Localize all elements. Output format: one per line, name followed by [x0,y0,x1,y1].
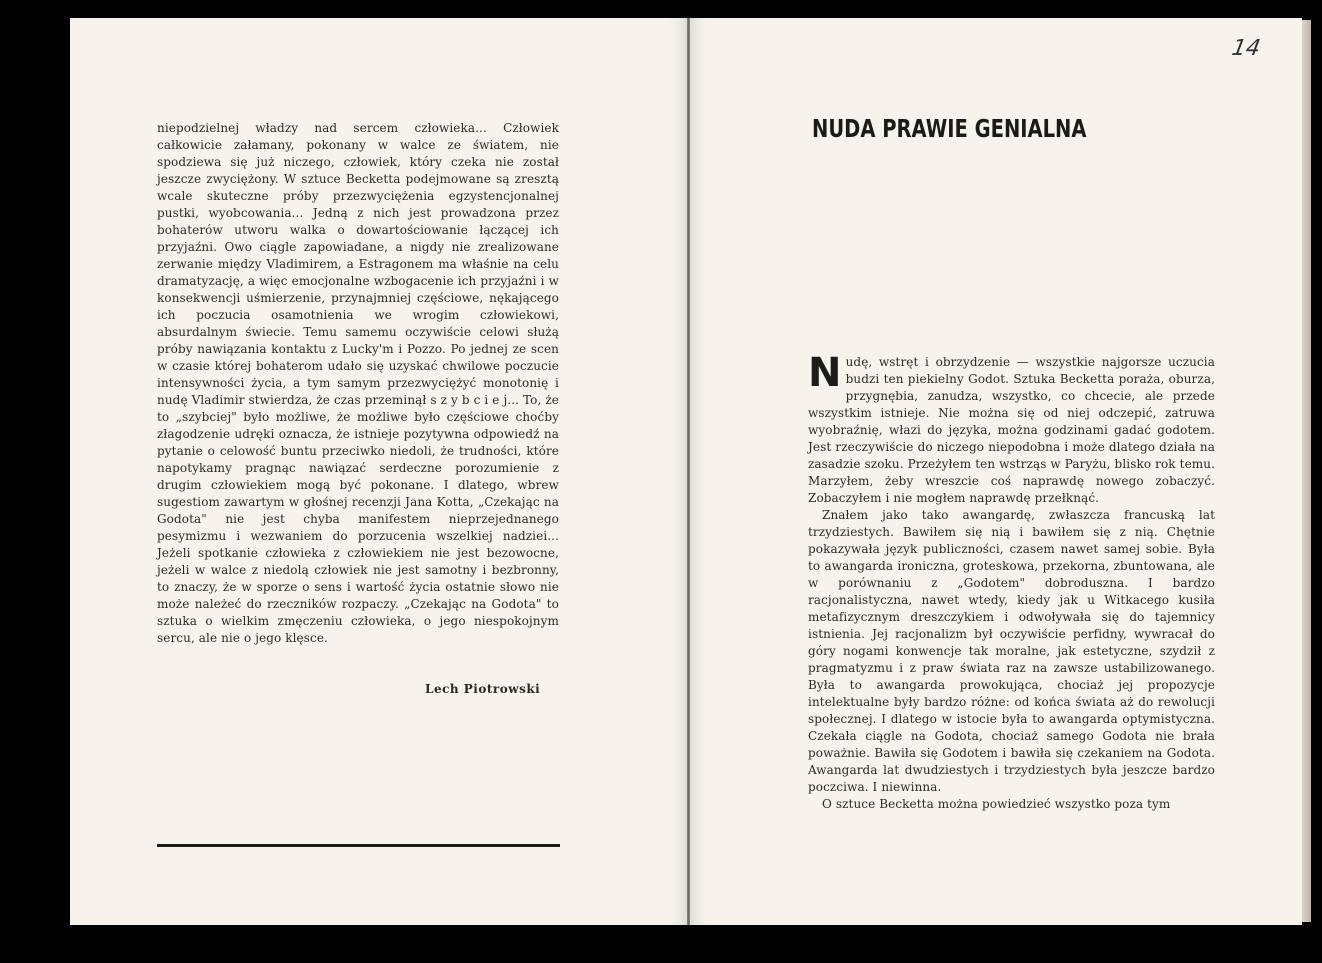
handwritten-page-number: 14 [1229,36,1263,61]
right-page [690,18,1302,925]
right-paragraph-text: udę, wstręt i obrzydzenie — wszystkie najgorsze uczucia budzi ten piekielny Godot. Sztuka Becketta poraża, oburza, przygnębia, zanudza, wszystko, co chcecie, ale przede wszystkim istnieje. Nie można się od niej odczepić, zatruwa wyobraźnię, włazi do języka, można godzinami gadać godotem. Jest rzeczywiście do niczego niepodobna i może dlatego działa na zasadzie szoku. Przeżyłem ten wstrząs w Paryżu, blisko rok temu. Marzyłem, żeby wreszcie coś naprawdę nowego zobaczyć. Zobaczyłem i nie mogłem naprawdę przełknąć. [808,355,1215,505]
right-paragraph: O sztuce Becketta można powiedzieć wszystko poza tym [822,797,1171,811]
closing-rule [157,844,560,847]
page-edge [1302,20,1311,922]
drop-cap: N [808,350,842,396]
right-paragraph: Znałem jako tako awangardę, zwłaszcza francuską lat trzydziestych. Bawiłem się nią i bawiłem się z nią. Chętnie pokazywała język publiczności, czasem nawet samej sobie. Była to awangarda ironiczna, groteskowa, przekorna, zbuntowana, ale w porównaniu z „Godotem" dobroduszna. I bardzo racjonalistyczna, nawet wtedy, kiedy jak u Witkacego kusiła metafizycznym dreszczykiem i odwoływała się do tajemnicy istnienia. Jej racjonalizm był oczywiście perfidny, wywracał do góry nogami konwencje tak moralne, jak estetyczne, szydził z pragmatyzmu i z praw świata raz na zawsze ustabilizowanego. Była to awangarda prowokująca, chociaż jej propozycje intelektualne były bardzo różne: od końca świata aż do rewolucji społecznej. I dlatego w istocie była to awangarda optymistyczna. Czekała ciągle na Godota, chociaż samego Godota nie brała poważnie. Bawiła się Godotem i bawiła się czekaniem na Godota. Awangarda lat dwudziestych i trzydziestych była jeszcze bardzo poczciwa. I niewinna. [808,508,1215,794]
right-paragraph [808,350,1215,507]
left-page [70,18,687,925]
left-paragraph: niepodzielnej władzy nad sercem człowieka... Człowiek całkowicie załamany, pokonany w walce ze światem, nie spodziewa się już niczego, człowiek, który czeka nie został jeszcze zwyciężony. W sztuce Becketta podejmowane są zresztą wcale skuteczne próby przezwyciężenia egzystencjonalnej pustki, wyobcowania... Jedną z nich jest prowadzona przez bohaterów utworu walka o dowartościowanie łączącej ich przyjaźni. Owo ciągle zapowiadane, a nigdy nie zrealizowane zerwanie między Vladimirem, a Estragonem ma właśnie na celu dramatyzację, a więc emocjonalne wzbogacenie ich przyjaźni i w konsekwencji uśmierzenie, przynajmniej częściowe, nękającego ich poczucia osamotnienia we wrogim człowiekowi, absurdalnym świecie. Temu samemu oczywiście celowi służą próby nawiązania kontaktu z Lucky'm i Pozzo. Po jednej ze scen w czasie której bohaterom udało się uzyskać chwilowe poczucie intensywności życia, a tym samym przezwyciężyć monotonię i nudę Vladimir stwierdza, że czas przeminął s z y b c i e j... To, że to „szybciej" było możliwe, że możliwe było częściowe choćby złagodzenie udręki oznacza, że istnieje pozytywna odpowiedź na pytanie o celowość buntu przeciwko niedoli, że trudności, które napotykamy pragnąc nawiązać serdeczne porozumienie z drugim człowiekiem mogą być pokonane. I dlatego, wbrew sugestiom zawartym w głośnej recenzji Jana Kotta, „Czekając na Godota" nie jest chyba manifestem nieprzejednanego pesymizmu i wezwaniem do porzucenia wszelkiej nadziei... Jeżeli spotkanie człowieka z człowiekiem nie jest bezowocne, jeżeli w walce z niedolą człowiek nie jest samotny i bezbronny, to znaczy, że w sporze o sens i wartość życia ostatnie słowo nie może należeć do rzeczników rozpaczy. „Czekając na Godota" to sztuka o wielkim zmęczeniu człowieka, o jego niespokojnym sercu, ale nie o jego klęsce. [157,121,559,645]
left-body-text [157,120,559,647]
article-title: NUDA PRAWIE GENIALNA [812,114,1087,143]
right-body-text [808,350,1215,813]
author-signature: Lech Piotrowski [425,682,541,696]
